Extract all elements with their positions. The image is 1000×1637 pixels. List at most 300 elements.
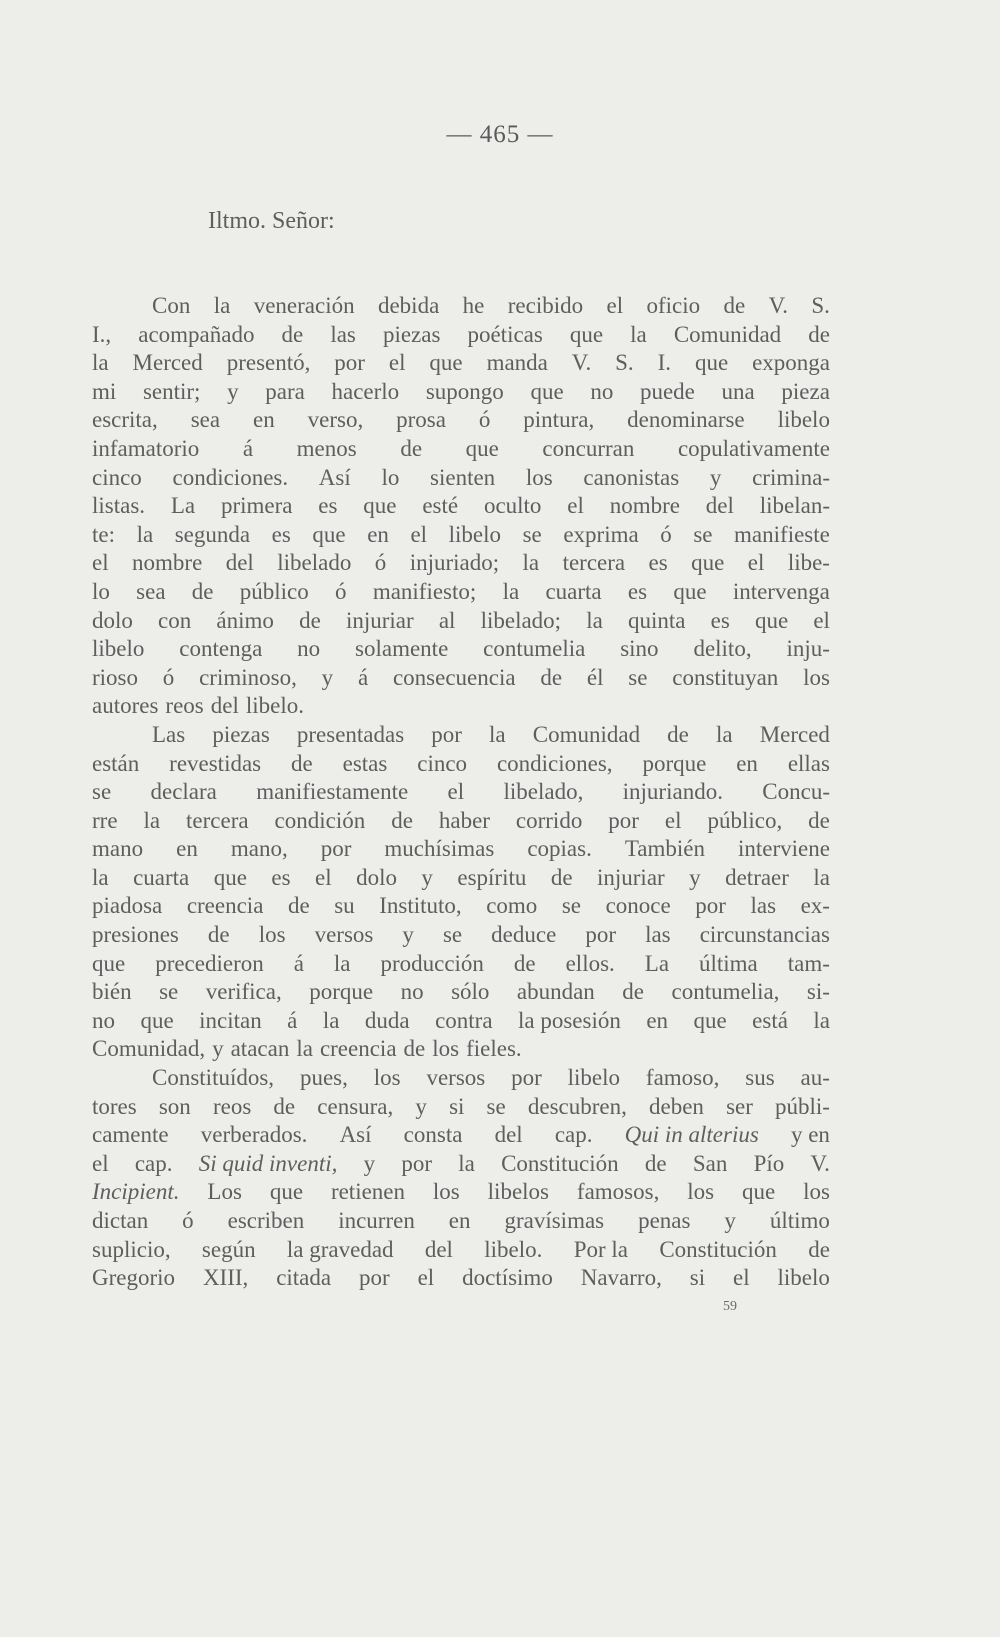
- word: versos: [314, 922, 374, 948]
- word: tercera: [562, 550, 626, 576]
- word: la: [333, 950, 351, 976]
- word: que: [269, 1179, 304, 1205]
- word: en: [736, 750, 758, 776]
- page-number: — 465 —: [446, 121, 554, 148]
- word: contumelia: [483, 636, 586, 662]
- word: denominarse: [627, 407, 745, 433]
- word: se: [561, 893, 582, 919]
- word: ser: [726, 1093, 753, 1119]
- word: la: [813, 864, 830, 890]
- word: la gravedad: [286, 1236, 394, 1262]
- word: mano,: [230, 836, 288, 862]
- word: ó: [182, 1208, 194, 1233]
- word: no: [297, 636, 321, 662]
- word: de: [723, 293, 746, 318]
- word: de: [550, 864, 573, 890]
- text-line: [92, 1121, 830, 1150]
- word: es: [271, 864, 291, 890]
- word: están: [92, 750, 140, 776]
- word: ó: [162, 664, 175, 690]
- word: la: [630, 321, 647, 347]
- word: que: [694, 350, 729, 376]
- word: la: [92, 864, 109, 890]
- word: la: [586, 607, 603, 633]
- word: de: [291, 750, 313, 776]
- word: mano: [92, 836, 144, 862]
- word: público,: [707, 807, 783, 833]
- word: hacerlo: [331, 378, 400, 404]
- text-line: [92, 464, 830, 493]
- word: atacan: [230, 1036, 290, 1062]
- word: infamatorio: [92, 435, 200, 461]
- word: si-: [806, 979, 830, 1005]
- word: recibido: [507, 293, 584, 318]
- word: V.: [768, 293, 788, 318]
- word: piezas: [212, 721, 270, 747]
- salutation: Iltmo. Señor:: [208, 208, 335, 234]
- word: Merced: [759, 721, 830, 747]
- word: que: [213, 864, 247, 890]
- word: listas.: [92, 493, 146, 519]
- word: en: [646, 1007, 669, 1033]
- word: censura,: [317, 1093, 394, 1119]
- text-line: [92, 778, 830, 807]
- word: Concu-: [762, 779, 830, 805]
- word: la: [296, 1036, 313, 1062]
- text-line: [92, 378, 830, 407]
- word: manifiestamente: [256, 779, 409, 805]
- word: de: [808, 807, 830, 833]
- word: ó: [660, 521, 672, 547]
- word: au-: [800, 1065, 830, 1091]
- word: la: [458, 1150, 475, 1176]
- word: la: [715, 721, 733, 747]
- word: concurran: [542, 435, 635, 461]
- word: último: [769, 1208, 830, 1233]
- word: Instituto,: [379, 893, 462, 919]
- word: libelado,: [503, 779, 584, 805]
- word: piadosa: [92, 893, 163, 919]
- text-line: [92, 521, 830, 550]
- word: el: [567, 493, 584, 519]
- word: consecuencia: [392, 664, 516, 690]
- word: y: [689, 864, 701, 890]
- word: de: [667, 721, 689, 747]
- word: por: [511, 1065, 542, 1091]
- word: por: [334, 350, 365, 376]
- word: verifica,: [205, 979, 282, 1005]
- word: espíritu: [457, 864, 527, 890]
- word: verberados.: [200, 1122, 308, 1148]
- word: la: [322, 1007, 340, 1033]
- word: el: [92, 550, 109, 576]
- word: se: [92, 779, 112, 805]
- word: de: [287, 893, 310, 919]
- word: La: [644, 950, 670, 976]
- text-line: [92, 864, 830, 893]
- word: que: [312, 521, 346, 547]
- word: cinco: [92, 464, 142, 490]
- word: rioso: [92, 664, 138, 690]
- word: libelo.: [245, 693, 304, 719]
- word: es: [648, 550, 668, 576]
- text-line: [92, 1207, 830, 1236]
- text-line: [92, 1178, 830, 1207]
- word: al: [438, 607, 456, 633]
- word: citada: [276, 1265, 332, 1291]
- word: segunda: [174, 521, 251, 547]
- word: por: [320, 836, 352, 862]
- word: el: [92, 1150, 109, 1176]
- word: de: [403, 1036, 426, 1062]
- word: suplicio,: [92, 1236, 171, 1262]
- word: interviene: [738, 836, 830, 862]
- word: Constituídos,: [152, 1065, 275, 1091]
- word: libelado: [277, 550, 352, 576]
- word: condiciones,: [496, 750, 613, 776]
- word: la: [813, 1007, 830, 1033]
- word: XIII,: [202, 1265, 249, 1291]
- word: supongo: [425, 378, 504, 404]
- word: Comunidad: [532, 721, 641, 747]
- word: los: [525, 464, 553, 490]
- word: delito,: [693, 636, 752, 662]
- word: abundan: [516, 979, 595, 1005]
- text-line: [92, 692, 830, 721]
- word: el: [315, 864, 332, 890]
- word: ánimo: [216, 607, 274, 633]
- word: de: [391, 807, 413, 833]
- word: las: [645, 922, 671, 948]
- text-line: [92, 406, 830, 435]
- word: libelos: [487, 1179, 550, 1205]
- word: copulativamente: [677, 435, 830, 461]
- word: Así: [318, 464, 351, 490]
- word: el: [733, 1265, 750, 1291]
- word: se: [628, 664, 648, 690]
- word: de: [273, 1093, 296, 1119]
- word: manifiesto;: [372, 578, 477, 604]
- word: Las: [152, 721, 186, 747]
- text-line: [92, 950, 830, 979]
- word: cap.: [554, 1122, 593, 1148]
- word: porque: [642, 750, 707, 776]
- word: deben: [649, 1093, 704, 1119]
- word: es: [318, 493, 338, 519]
- text-line: [92, 1093, 830, 1122]
- word: no: [92, 1007, 115, 1033]
- word: veneración: [253, 293, 355, 318]
- word: cinco: [417, 750, 468, 776]
- word: pintura,: [523, 407, 595, 433]
- word: Si quid inventi,: [198, 1150, 338, 1176]
- word: es: [627, 578, 648, 604]
- word: se: [159, 979, 179, 1005]
- word: ellas: [787, 750, 830, 776]
- word: V.: [810, 1150, 830, 1176]
- word: Gregorio: [92, 1265, 176, 1291]
- word: y: [363, 1150, 376, 1176]
- word: que: [673, 578, 707, 604]
- word: no: [590, 378, 614, 404]
- word: del: [225, 550, 254, 576]
- word: producción: [380, 950, 484, 976]
- word: S.: [615, 350, 634, 376]
- word: te:: [92, 521, 115, 547]
- word: las: [330, 321, 356, 347]
- word: exponga: [752, 350, 830, 376]
- word: sentir;: [142, 378, 201, 404]
- word: es: [710, 607, 730, 633]
- word: deduce: [491, 922, 557, 948]
- text-line: [92, 1007, 830, 1036]
- word: por: [431, 721, 462, 747]
- word: revestidas: [169, 750, 262, 776]
- word: el: [606, 293, 624, 318]
- word: solamente: [355, 636, 449, 662]
- word: el: [417, 1265, 435, 1291]
- word: Incipient.: [92, 1179, 180, 1205]
- word: incurren: [338, 1208, 415, 1233]
- word: que: [363, 493, 397, 519]
- word: la: [143, 807, 161, 833]
- word: famosos,: [576, 1179, 660, 1205]
- word: he: [462, 293, 485, 318]
- word: tores: [92, 1093, 137, 1119]
- word: detraer: [725, 864, 789, 890]
- word: copias.: [527, 836, 592, 862]
- word: los: [803, 664, 830, 690]
- word: quinta: [627, 607, 686, 633]
- word: Comunidad: [673, 321, 782, 347]
- word: reos: [212, 1093, 252, 1119]
- word: primera: [220, 493, 293, 519]
- word: injuriar: [345, 607, 414, 633]
- bleed-through-text: [92, 180, 830, 310]
- word: que: [693, 1007, 727, 1033]
- word: autores: [92, 693, 159, 719]
- word: pues,: [299, 1065, 348, 1091]
- word: y en: [790, 1122, 830, 1148]
- text-line: [92, 349, 830, 378]
- word: contra: [435, 1007, 493, 1033]
- word: en: [176, 836, 198, 862]
- word: lo: [92, 578, 110, 604]
- word: en: [448, 1208, 471, 1233]
- word: presiones: [92, 922, 179, 948]
- word: dolo: [92, 607, 133, 633]
- word: que: [742, 1179, 776, 1205]
- word: de: [207, 922, 230, 948]
- word: y: [415, 1093, 427, 1119]
- word: tercera: [186, 807, 249, 833]
- text-line: [92, 578, 830, 607]
- word: la: [489, 721, 506, 747]
- text-line: [92, 750, 830, 779]
- word: libelo: [777, 407, 830, 433]
- word: ó: [374, 550, 387, 576]
- word: los: [373, 1065, 401, 1091]
- text-line: [92, 1264, 830, 1293]
- word: y: [227, 378, 239, 404]
- word: el: [447, 779, 465, 805]
- text-line: [92, 492, 830, 521]
- word: escriben: [227, 1208, 305, 1233]
- word: por: [401, 1150, 433, 1176]
- word: el: [664, 807, 682, 833]
- word: libelo: [567, 1065, 621, 1091]
- word: los: [258, 922, 286, 948]
- word: se: [442, 922, 463, 948]
- text-line: [92, 292, 830, 321]
- word: la: [213, 293, 231, 318]
- word: el: [410, 521, 428, 547]
- word: el: [388, 350, 406, 376]
- word: y: [709, 464, 722, 490]
- word: Constitución: [501, 1150, 619, 1176]
- word: que: [429, 350, 463, 376]
- text-line: [92, 607, 830, 636]
- word: contumelia,: [671, 979, 780, 1005]
- word: de: [808, 321, 830, 347]
- word: presentó,: [226, 350, 311, 376]
- word: pieza: [781, 378, 830, 404]
- word: sea: [136, 578, 166, 604]
- word: Qui in alterius: [624, 1122, 759, 1148]
- word: cuarta: [545, 578, 602, 604]
- word: se: [693, 521, 713, 547]
- word: libelo: [777, 1265, 830, 1291]
- text-line: [92, 1150, 830, 1179]
- word: acompañado: [138, 321, 255, 347]
- word: S.: [811, 293, 830, 318]
- text-line: [92, 721, 830, 750]
- word: versos: [426, 1065, 486, 1091]
- word: haber: [438, 807, 490, 833]
- word: presentadas: [296, 721, 405, 747]
- word: manda: [486, 350, 548, 376]
- word: los: [687, 1179, 715, 1205]
- word: de: [513, 950, 536, 976]
- word: está: [752, 1007, 788, 1033]
- word: nombre: [132, 550, 203, 576]
- word: en: [252, 407, 275, 433]
- word: mi: [92, 378, 117, 404]
- word: el: [747, 550, 765, 576]
- word: injuriando.: [622, 779, 723, 805]
- word: creencia: [319, 1036, 397, 1062]
- word: constituyan: [672, 664, 779, 690]
- word: del: [210, 693, 239, 719]
- word: oculto: [483, 493, 542, 519]
- word: sea: [190, 407, 221, 433]
- word: él: [586, 664, 604, 690]
- word: que: [140, 1007, 174, 1033]
- body-text: [92, 292, 830, 1293]
- word: cuarta: [133, 864, 190, 890]
- text-line: [92, 1064, 830, 1093]
- word: nombre: [609, 493, 680, 519]
- word: y: [724, 1208, 736, 1233]
- word: debida: [377, 293, 440, 318]
- word: intervenga: [732, 578, 830, 604]
- word: que: [465, 435, 499, 461]
- word: se: [486, 1093, 506, 1119]
- word: estas: [342, 750, 388, 776]
- word: poéticas: [467, 321, 543, 347]
- word: público: [239, 578, 309, 604]
- word: sino: [620, 636, 659, 662]
- word: ellos.: [565, 950, 615, 976]
- word: de: [622, 979, 645, 1005]
- text-line: [92, 435, 830, 464]
- word: consta: [403, 1122, 463, 1148]
- word: que: [530, 378, 564, 404]
- word: la: [136, 521, 154, 547]
- word: que: [569, 321, 604, 347]
- word: de: [299, 607, 321, 633]
- word: la: [522, 550, 540, 576]
- word: prosa: [396, 407, 446, 433]
- word: exprima: [563, 521, 639, 547]
- word: del: [424, 1236, 453, 1262]
- word: corrido: [515, 807, 583, 833]
- word: penas: [638, 1208, 691, 1233]
- word: y: [212, 1036, 224, 1062]
- word: La: [170, 493, 196, 519]
- word: V.: [571, 350, 592, 376]
- text-line: [92, 549, 830, 578]
- word: condiciones.: [172, 464, 289, 490]
- word: I.: [657, 350, 672, 376]
- word: por: [585, 922, 617, 948]
- word: según: [201, 1236, 256, 1262]
- word: Constitución: [659, 1236, 777, 1262]
- word: Comunidad,: [92, 1036, 206, 1062]
- word: su: [334, 893, 355, 919]
- word: fieles.: [466, 1036, 522, 1062]
- word: También: [624, 836, 705, 862]
- word: doctísimo: [462, 1265, 553, 1291]
- word: por: [695, 893, 726, 919]
- word: canonistas: [583, 464, 680, 490]
- word: libelo: [92, 636, 145, 662]
- word: libelado;: [480, 607, 562, 633]
- word: declara: [150, 779, 217, 805]
- word: manifieste: [734, 521, 830, 547]
- word: crimina-: [752, 464, 830, 490]
- word: dolo: [356, 864, 397, 890]
- word: libelo: [448, 521, 502, 547]
- word: esté: [422, 493, 459, 519]
- word: gravísimas: [504, 1208, 605, 1233]
- word: que: [754, 607, 789, 633]
- word: á: [357, 664, 369, 690]
- word: dictan: [92, 1208, 149, 1233]
- word: la: [92, 350, 109, 376]
- word: con: [158, 607, 192, 633]
- word: de: [644, 1150, 667, 1176]
- word: retienen: [330, 1179, 406, 1205]
- word: como: [486, 893, 538, 919]
- word: se: [522, 521, 542, 547]
- text-line: [92, 1236, 830, 1265]
- word: que: [691, 550, 725, 576]
- word: conoce: [605, 893, 671, 919]
- word: en: [367, 521, 389, 547]
- word: á: [287, 1007, 298, 1033]
- word: no: [400, 979, 424, 1005]
